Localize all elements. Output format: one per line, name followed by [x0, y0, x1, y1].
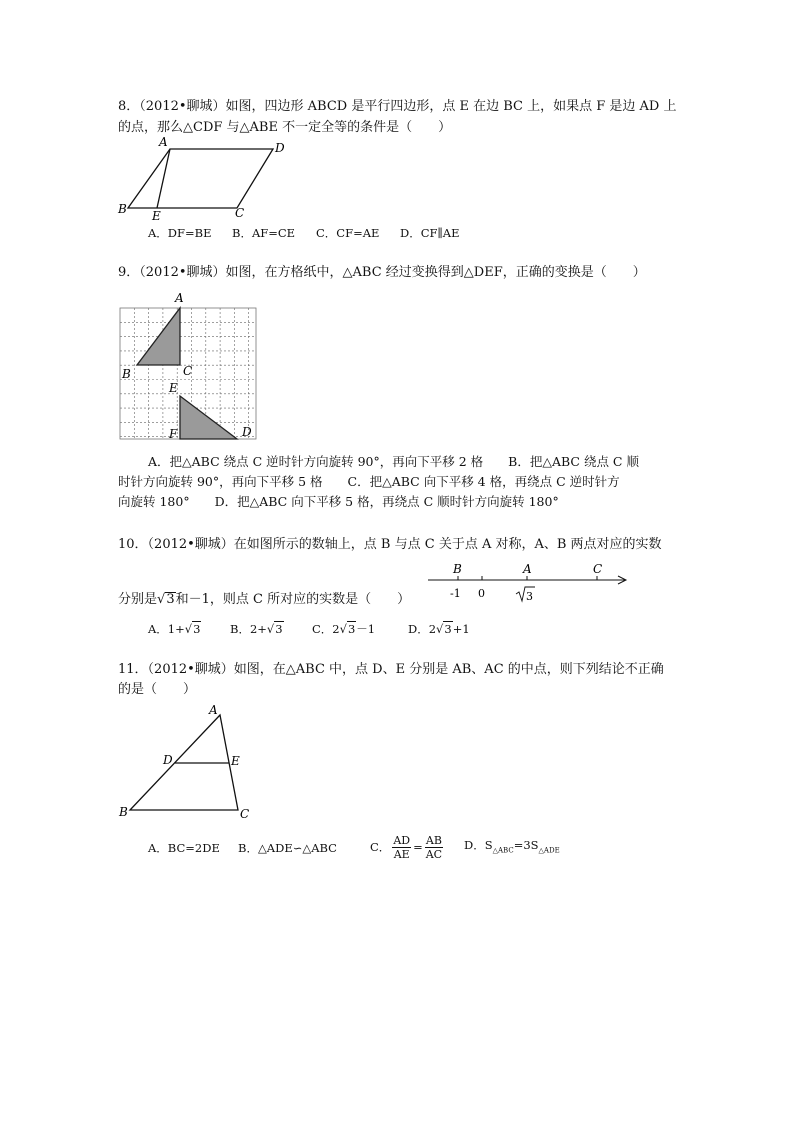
q11-options [148, 832, 560, 863]
q8-parallelogram-figure [115, 135, 305, 225]
q10-tick-sqrt3: 3 [526, 590, 533, 603]
q9-options-line1: A．把△ABC 绕点 C 逆时针方向旋转 90°，再向下平移 2 格 B．把△ABC 绕点 C 顺 [148, 454, 639, 469]
q11-text-line2: 的是（ ） [118, 682, 197, 697]
q10-axis-label-c: C [593, 562, 603, 576]
q11-label-e: E [231, 754, 240, 768]
q10-options [148, 620, 470, 638]
q9-label-e: E [169, 381, 178, 395]
q9-label-c: C [183, 364, 193, 378]
q11-option-b[interactable]: B．△ADE∽△ABC [238, 840, 337, 855]
q11-label-c: C [240, 807, 250, 821]
q10-option-a[interactable]: A．1+√3 [148, 622, 201, 636]
q11-label-b: B [119, 805, 128, 819]
q10-axis-label-a: A [523, 562, 532, 576]
q9-label-a: A [175, 291, 184, 305]
q8-label-e: E [152, 209, 161, 223]
q11-option-d[interactable]: D．$S_{\triangle ABC}=3S_{\triangle ADE}$ [464, 838, 560, 855]
q11-option-c[interactable]: C． $\frac{AD}{AE}$ = $\frac{AB}{AC}$ [370, 834, 443, 862]
q9-label-f: F [169, 427, 178, 441]
q11-label-d: D [163, 753, 173, 767]
q10-option-d[interactable]: D．2√3+1 [408, 622, 470, 636]
q10-text-line2: 分别是√3和－1，则点 C 所对应的实数是（ ） [118, 592, 411, 607]
q9-options-line3: 向旋转 180° D．把△ABC 向下平移 5 格，再绕点 C 顺时针方向旋转 180° [118, 494, 559, 509]
q10-text-sqrt: 3 [166, 592, 175, 607]
q8-options [148, 224, 460, 242]
q10-tick-neg1: -1 [450, 587, 461, 600]
q8-label-a: A [159, 135, 168, 149]
q8-option-c[interactable]: C．CF=AE [316, 226, 380, 240]
q9-grid-figure [115, 290, 265, 445]
q8-option-d[interactable]: D．CF∥AE [400, 226, 460, 240]
q8-label-b: B [118, 202, 127, 216]
q10-option-c[interactable]: C．2√3－1 [312, 622, 376, 636]
q8-text-line1: 8．（2012•聊城）如图，四边形 ABCD 是平行四边形，点 E 在边 BC 上，如果点 F 是边 AD 上 [118, 99, 677, 114]
q8-text-line2: 的点，那么△CDF 与△ABE 不一定全等的条件是（ ） [118, 120, 452, 135]
q10-text-pre: 分别是 [118, 592, 158, 607]
q10-text-line1: 10．（2012•聊城）在如图所示的数轴上，点 B 与点 C 关于点 A 对称，A、B 两点对应的实数 [118, 537, 662, 552]
q8-option-a[interactable]: A．DF=BE [148, 226, 212, 240]
q11-triangle-figure [115, 700, 265, 825]
q10-axis-label-b: B [453, 562, 462, 576]
q10-tick-zero: 0 [478, 587, 485, 600]
q10-text-post: 和－1，则点 C 所对应的实数是（ ） [175, 592, 411, 607]
q10-number-line [425, 560, 635, 610]
q8-label-d: D [275, 141, 285, 155]
q9-options-line2: 时针方向旋转 90°，再向下平移 5 格 C．把△ABC 向下平移 4 格，再绕点 C 逆时针方 [118, 474, 620, 489]
q9-label-d: D [242, 425, 252, 439]
q8-label-c: C [235, 206, 245, 220]
q9-text-line1: 9．（2012•聊城）如图，在方格纸中，△ABC 经过变换得到△DEF，正确的变换是（ ） [118, 265, 646, 280]
q10-option-b[interactable]: B．2+√3 [230, 622, 283, 636]
q8-option-b[interactable]: B．AF=CE [232, 226, 296, 240]
q9-label-b: B [122, 367, 131, 381]
q11-option-a[interactable]: A．BC=2DE [148, 840, 220, 855]
q11-text-line1: 11．（2012•聊城）如图，在△ABC 中，点 D、E 分别是 AB、AC 的中点，则下列结论不正确 [118, 662, 664, 677]
q11-label-a: A [209, 703, 218, 717]
